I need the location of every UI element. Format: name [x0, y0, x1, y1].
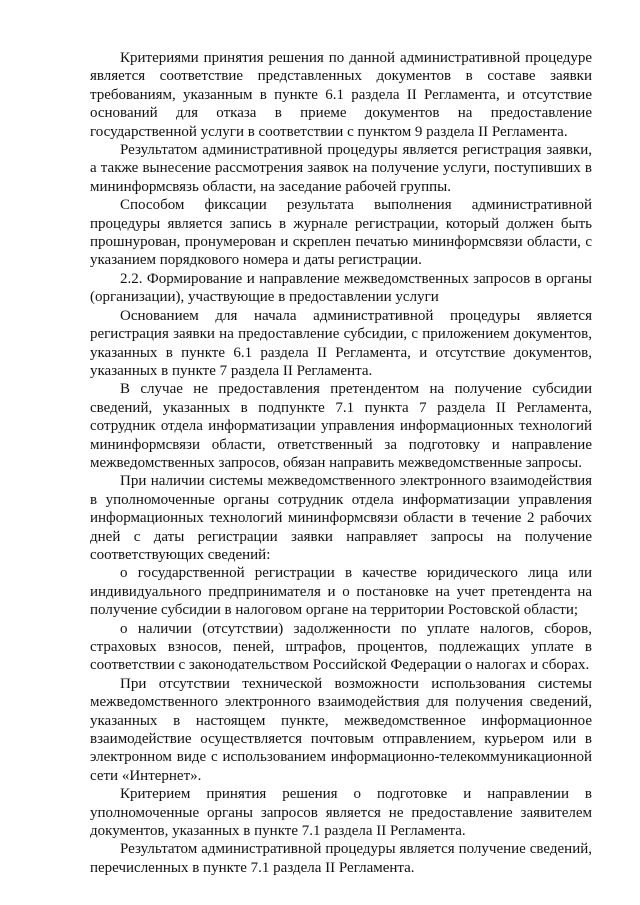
- paragraph-decision-criterion: Критерием принятия решения о подготовке и направлении в уполномоченные органы запросов является не предоставление заявителем документов, указанных в пункте 7.1 раздела II Регламента.: [90, 786, 592, 840]
- paragraph-final-result: Результатом административной процедуры является получение сведений, перечисленных в пункте 7.1 раздела II Регламента.: [90, 841, 592, 876]
- paragraph-procedure-basis: Основанием для начала административной процедуры является регистрация заявки на предоставление субсидии, с приложением документов, указанных в пункте 6.1 раздела II Регламента, и отсутствие документов, указанных в пункте 7 раздела II Регламента.: [90, 307, 592, 379]
- document-page: [90, 49, 592, 877]
- paragraph-procedure-result: Результатом административной процедуры является регистрация заявки, а также вынесение рассмотрения заявок на получение услуги, поступивших в мининформсвязь области, на заседание рабочей группы.: [90, 142, 592, 195]
- list-item-tax-debt: о наличии (отсутствии) задолженности по уплате налогов, сборов, страховых взносов, пеней, штрафов, процентов, подлежащих уплате в соответствии с законодательством Российской Федерации о налогах и сборах.: [90, 620, 592, 674]
- paragraph-acceptance-criteria: Критериями принятия решения по данной административной процедуре является соответствие представленных документов в составе заявки требованиям, указанным в пункте 6.1 раздела II Регламента, и отсутствие оснований для отказа в приеме документов на предоставление государственной услуги в соответствии с пунктом 9 раздела II Регламента.: [90, 50, 592, 140]
- section-heading-2-2: 2.2. Формирование и направление межведомственных запросов в органы (организации), участвующие в предоставлении услуги: [90, 270, 592, 306]
- list-item-state-registration: о государственной регистрации в качестве юридического лица или индивидуального предпринимателя и о постановке на учет претендента на получение субсидии в налоговом органе на территории Ростовской области;: [90, 565, 592, 619]
- paragraph-recording-method: Способом фиксации результата выполнения административной процедуры является запись в журнале регистрации, который должен быть прошнурован, пронумерован и скреплен печатью мининформсвязи области, с указанием порядкового номера и даты регистрации.: [90, 197, 592, 269]
- paragraph-electronic-interaction: При наличии системы межведомственного электронного взаимодействия в уполномоченные органы сотрудник отдела информатизации управления информационных технологий мининформсвязи области в течение 2 рабочих дней с даты регистрации заявки направляет запросы на получение соответствующих сведений:: [90, 473, 592, 563]
- paragraph-missing-information: В случае не предоставления претендентом на получение субсидии сведений, указанных в подпункте 7.1 пункта 7 раздела II Регламента, сотрудник отдела информатизации управления информационных технологий мининформсвязи области, ответственный за подготовку и направление межведомственных запросов, обязан направить межведомственные запросы.: [90, 381, 592, 471]
- paragraph-no-technical-capability: При отсутствии технической возможности использования системы межведомственного электронного взаимодействия для получения сведений, указанных в настоящем пункте, межведомственное информационное взаимодействие осуществляется почтовым отправлением, курьером или в электронном виде с использованием информационно-телекоммуникационной сети «Интернет».: [90, 675, 592, 784]
